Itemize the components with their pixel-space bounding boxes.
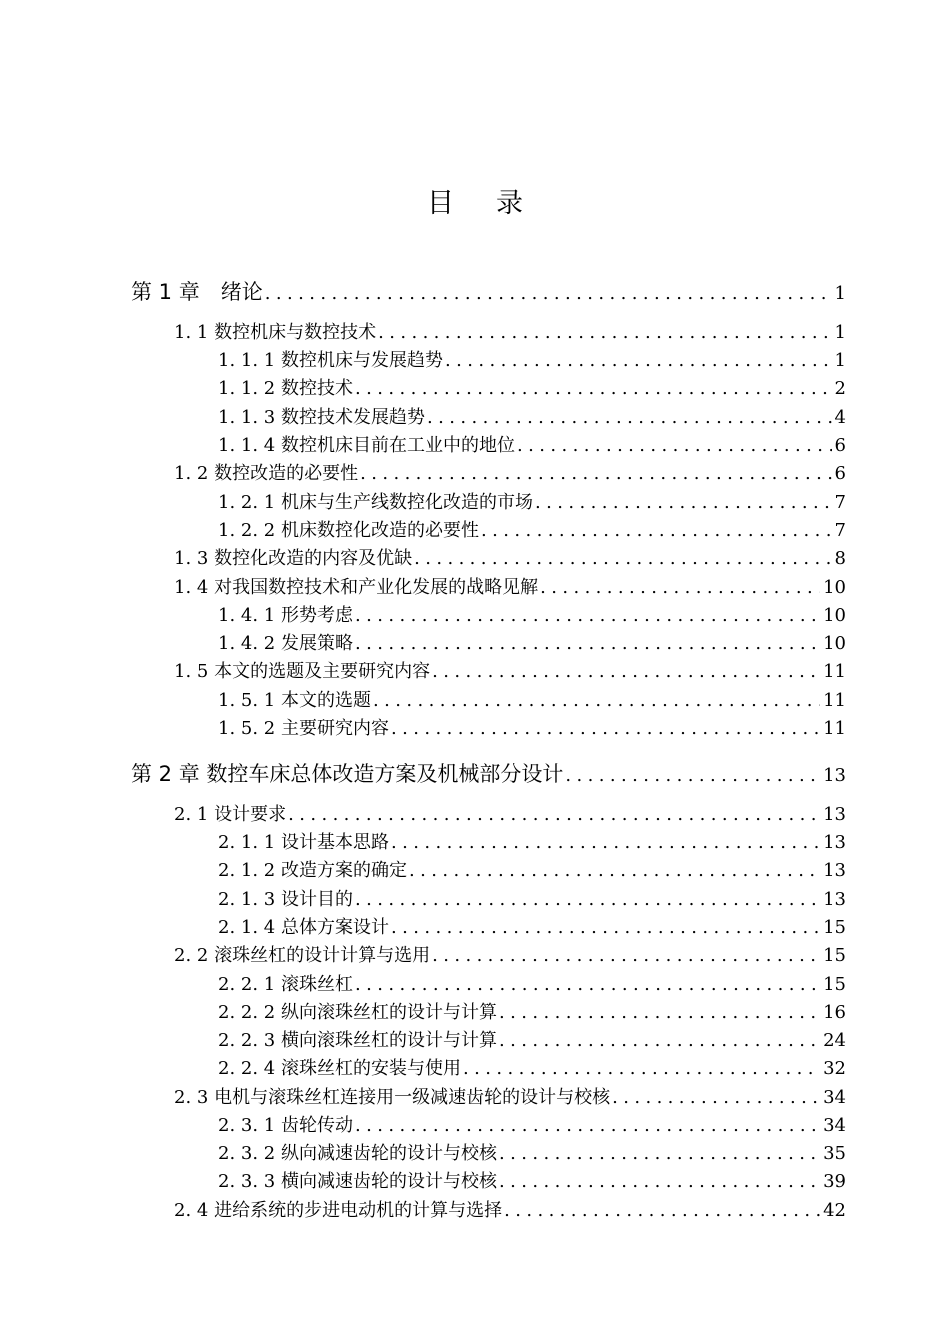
toc-entry-page-number: 11 <box>823 690 846 711</box>
toc-entry-page-number: 1 <box>834 350 846 371</box>
toc-entry-sub[interactable] <box>218 1167 846 1193</box>
toc-entry-sub[interactable] <box>218 856 846 882</box>
dot-leader <box>481 520 832 541</box>
toc-entry-sub[interactable] <box>218 970 846 996</box>
toc-entry-page-number: 7 <box>834 492 846 513</box>
toc-entry-section[interactable] <box>174 459 846 485</box>
toc-entry-title: 1. 5. 1 本文的选题 <box>218 690 371 711</box>
toc-entry-chapter[interactable] <box>131 758 846 788</box>
dot-leader <box>355 1115 820 1136</box>
toc-entry-sub[interactable] <box>218 1111 846 1137</box>
toc-entry-title: 2. 3. 2 纵向减速齿轮的设计与校核 <box>218 1143 497 1164</box>
toc-entry-page-number: 13 <box>823 860 846 881</box>
toc-entry-section[interactable] <box>174 573 846 599</box>
toc-entry-title: 1. 2. 2 机床数控化改造的必要性 <box>218 520 479 541</box>
toc-entry-page-number: 10 <box>823 605 846 626</box>
toc-entry-page-number: 10 <box>823 633 846 654</box>
toc-entry-sub[interactable] <box>218 374 846 400</box>
toc-entry-page-number: 42 <box>823 1200 846 1221</box>
toc-entry-title: 2. 2. 2 纵向滚珠丝杠的设计与计算 <box>218 1002 497 1023</box>
toc-entry-page-number: 11 <box>823 661 846 682</box>
dot-leader <box>391 917 820 938</box>
toc-entry-page-number: 35 <box>823 1143 846 1164</box>
toc-entry-title: 2. 3 电机与滚珠丝杠连接用一级减速齿轮的设计与校核 <box>174 1087 611 1108</box>
toc-entry-title: 第 2 章 数控车床总体改造方案及机械部分设计 <box>131 762 564 786</box>
toc-entry-sub[interactable] <box>218 403 846 429</box>
dot-leader <box>355 974 820 995</box>
toc-entry-title: 2. 1. 4 总体方案设计 <box>218 917 389 938</box>
dot-leader <box>499 1030 820 1051</box>
dot-leader <box>432 661 820 682</box>
toc-entry-page-number: 34 <box>823 1087 846 1108</box>
toc-entry-sub[interactable] <box>218 828 846 854</box>
dot-leader <box>504 1200 820 1221</box>
toc-entry-page-number: 4 <box>834 407 846 428</box>
dot-leader <box>409 860 820 881</box>
toc-entry-page-number: 15 <box>823 945 846 966</box>
toc-entry-page-number: 1 <box>834 283 846 304</box>
toc-entry-page-number: 11 <box>823 718 846 739</box>
dot-leader <box>373 690 820 711</box>
dot-leader <box>427 407 832 428</box>
toc-entry-sub[interactable] <box>218 885 846 911</box>
dot-leader <box>565 765 820 786</box>
toc-entry-sub[interactable] <box>218 629 846 655</box>
toc-entry-section[interactable] <box>174 318 846 344</box>
dot-leader <box>540 577 820 598</box>
toc-entry-title: 1. 1. 4 数控机床目前在工业中的地位 <box>218 435 515 456</box>
toc-entry-page-number: 8 <box>834 548 846 569</box>
toc-entry-title: 2. 2. 1 滚珠丝杠 <box>218 974 353 995</box>
dot-leader <box>288 804 820 825</box>
toc-entry-page-number: 6 <box>834 463 846 484</box>
toc-entry-section[interactable] <box>174 1196 846 1222</box>
toc-entry-title: 1. 4. 1 形势考虑 <box>218 605 353 626</box>
toc-entry-page-number: 13 <box>823 889 846 910</box>
toc-entry-page-number: 10 <box>823 577 846 598</box>
dot-leader <box>499 1143 820 1164</box>
toc-entry-sub[interactable] <box>218 714 846 740</box>
toc-entry-page-number: 15 <box>823 974 846 995</box>
dot-leader <box>445 350 832 371</box>
toc-entry-title: 第 1 章 绪论 <box>131 280 263 304</box>
dot-leader <box>265 283 832 304</box>
dot-leader <box>463 1058 820 1079</box>
dot-leader <box>499 1171 820 1192</box>
dot-leader <box>355 605 820 626</box>
toc-entry-sub[interactable] <box>218 1026 846 1052</box>
toc-entry-page-number: 15 <box>823 917 846 938</box>
toc-entry-title: 2. 2. 4 滚珠丝杠的安装与使用 <box>218 1058 461 1079</box>
toc-entry-page-number: 6 <box>834 435 846 456</box>
toc-entry-title: 2. 4 进给系统的步进电动机的计算与选择 <box>174 1200 503 1221</box>
toc-entry-title: 1. 2 数控改造的必要性 <box>174 463 359 484</box>
dot-leader <box>355 889 820 910</box>
toc-entry-title: 1. 2. 1 机床与生产线数控化改造的市场 <box>218 492 533 513</box>
page-title: 目录 <box>427 188 565 219</box>
dot-leader <box>517 435 832 456</box>
toc-entry-page-number: 2 <box>834 378 846 399</box>
toc-entry-sub[interactable] <box>218 431 846 457</box>
dot-leader <box>360 463 831 484</box>
toc-entry-title: 2. 1. 2 改造方案的确定 <box>218 860 407 881</box>
toc-entry-section[interactable] <box>174 657 846 683</box>
toc-entry-page-number: 32 <box>823 1058 846 1079</box>
toc-entry-title: 2. 3. 1 齿轮传动 <box>218 1115 353 1136</box>
toc-entry-sub[interactable] <box>218 686 846 712</box>
dot-leader <box>391 832 820 853</box>
toc-entry-section[interactable] <box>174 544 846 570</box>
toc-entry-sub[interactable] <box>218 346 846 372</box>
toc-entry-page-number: 13 <box>823 804 846 825</box>
toc-entry-page-number: 24 <box>823 1030 846 1051</box>
toc-entry-title: 2. 2. 3 横向滚珠丝杠的设计与计算 <box>218 1030 497 1051</box>
toc-entry-title: 1. 4. 2 发展策略 <box>218 633 353 654</box>
toc-entry-sub[interactable] <box>218 488 846 514</box>
toc-entry-sub[interactable] <box>218 998 846 1024</box>
dot-leader <box>499 1002 820 1023</box>
toc-entry-title: 2. 1. 1 设计基本思路 <box>218 832 389 853</box>
dot-leader <box>535 492 832 513</box>
toc-entry-title: 1. 1. 2 数控技术 <box>218 378 353 399</box>
toc-entry-title: 1. 1. 3 数控技术发展趋势 <box>218 407 425 428</box>
toc-entry-page-number: 1 <box>834 322 846 343</box>
toc-entry-section[interactable] <box>174 800 846 826</box>
toc-entry-title: 1. 1 数控机床与数控技术 <box>174 322 377 343</box>
dot-leader <box>378 322 831 343</box>
toc-entry-section[interactable] <box>174 1083 846 1109</box>
toc-entry-title: 1. 5. 2 主要研究内容 <box>218 718 389 739</box>
toc-entry-title: 1. 3 数控化改造的内容及优缺 <box>174 548 413 569</box>
toc-entry-page-number: 34 <box>823 1115 846 1136</box>
toc-entry-title: 2. 1 设计要求 <box>174 804 287 825</box>
toc-entry-page-number: 13 <box>823 832 846 853</box>
dot-leader <box>612 1087 820 1108</box>
dot-leader <box>414 548 831 569</box>
toc-entry-title: 2. 3. 3 横向减速齿轮的设计与校核 <box>218 1171 497 1192</box>
toc-entry-sub[interactable] <box>218 1054 846 1080</box>
toc-entry-page-number: 13 <box>823 765 846 786</box>
toc-entry-title: 2. 2 滚珠丝杠的设计计算与选用 <box>174 945 431 966</box>
dot-leader <box>391 718 820 739</box>
toc-entry-sub[interactable] <box>218 1139 846 1165</box>
toc-entry-sub[interactable] <box>218 516 846 542</box>
toc-entry-section[interactable] <box>174 941 846 967</box>
dot-leader <box>355 378 832 399</box>
toc-entry-title: 1. 5 本文的选题及主要研究内容 <box>174 661 431 682</box>
toc-entry-title: 1. 4 对我国数控技术和产业化发展的战略见解 <box>174 577 539 598</box>
toc-entry-chapter[interactable] <box>131 276 846 306</box>
toc-entry-page-number: 39 <box>823 1171 846 1192</box>
toc-entry-page-number: 7 <box>834 520 846 541</box>
toc-entry-title: 2. 1. 3 设计目的 <box>218 889 353 910</box>
dot-leader <box>432 945 820 966</box>
dot-leader <box>355 633 820 654</box>
toc-entry-page-number: 16 <box>823 1002 846 1023</box>
toc-entry-sub[interactable] <box>218 601 846 627</box>
toc-entry-sub[interactable] <box>218 913 846 939</box>
toc-entry-title: 1. 1. 1 数控机床与发展趋势 <box>218 350 443 371</box>
